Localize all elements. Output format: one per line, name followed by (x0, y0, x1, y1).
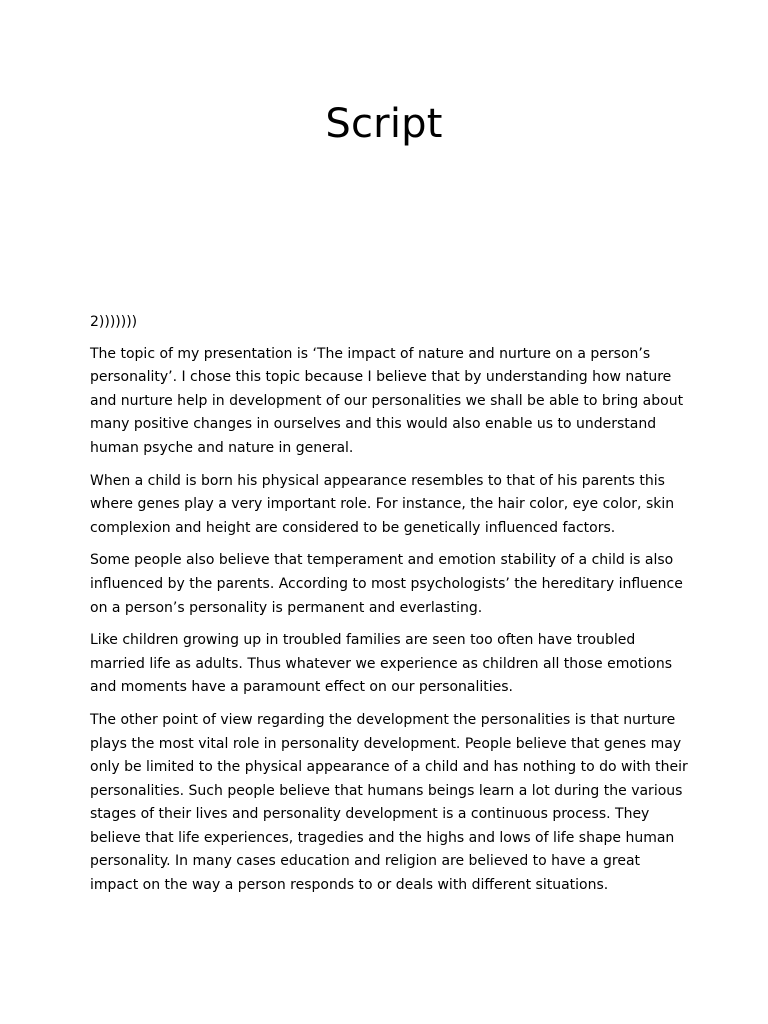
paragraph-genes: When a child is born his physical appearance resembles to that of his parents this where genes play a very important role. For instance, the hair color, eye color, skin complexion and height are considered to be genetically influenced factors. (90, 472, 675, 536)
paragraph-nurture: The other point of view regarding the development the personalities is that nurture plays the most vital role in personality development. People believe that genes may only be limited to the physical appearance of a child and has nothing to do with their personalities. Such people believe that humans beings learn a lot during the various stages of their lives and personality development is a continuous process. They believe that life experiences, tragedies and the highs and lows of life shape human personality. In many cases education and religion are believed to have a great impact on the way a person responds to or deals with different situations. (90, 711, 688, 894)
document-body (90, 311, 690, 907)
document-title: Script (325, 101, 443, 147)
paragraph-intro: The topic of my presentation is ‘The impact of nature and nurture on a person’s personality’. I chose this topic because I believe that by understanding how nature and nurture help in development of our personalities we shall be able to bring about many positive changes in ourselves and this would also enable us to understand human psyche and nature in general. (90, 345, 684, 456)
section-marker: 2))))))) (90, 314, 138, 330)
paragraph-temperament: Some people also believe that temperament and emotion stability of a child is also influenced by the parents. According to most psychologists’ the hereditary influence on a person’s personality is permanent and everlasting. (90, 552, 683, 616)
paragraph-troubled-families: Like children growing up in troubled families are seen too often have troubled married life as adults. Thus whatever we experience as children all those emotions and moments have a paramount effect on our personalities. (90, 632, 673, 696)
